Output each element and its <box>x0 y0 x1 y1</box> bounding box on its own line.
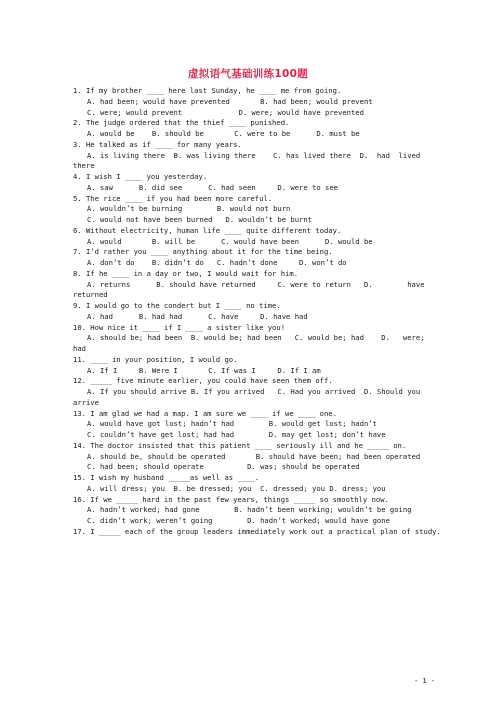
question-line: 15. I wish my husband _____as well as ____. <box>73 473 260 482</box>
options-line: A. returns B. should have returned C. were to return D. have <box>87 279 425 289</box>
options-line: A. had been; would have prevented B. had been; would prevent <box>87 96 373 106</box>
options-line: C. would not have been burned D. wouldn’t be burnt <box>87 215 313 224</box>
question-line: returned <box>73 290 108 300</box>
options-line: A. should be, should be operated B. should have been; had been operated <box>87 451 421 461</box>
options-line: A. If you should arrive B. If you arrived C. Had you arrived D. Should you <box>87 387 421 396</box>
options-line: A. will dress; you B. be dressed; you C. dressed; you D. dress; you <box>87 483 386 493</box>
options-line: A. If I B. Were I C. If was I D. If I am <box>87 365 321 375</box>
question-line: 17. I _____ each of the group leaders immediately work out a practical plan of study. <box>73 526 441 536</box>
question-line: there <box>73 161 95 171</box>
options-line: C. couldn’t have get lost; had had D. may get lost; don’t have <box>87 430 386 439</box>
question-line: 11. ____ in your position, I would go. <box>73 354 238 364</box>
options-line: A. wouldn’t be burning B. would not burn <box>87 204 291 214</box>
options-line: A. hadn’t worked; had gone B. hadn’t been working; wouldn’t be going <box>87 505 412 515</box>
question-line: 8. If he ____ in a day or two, I would wait for him. <box>73 268 299 278</box>
question-list <box>73 86 441 538</box>
options-line: A. saw B. did see C. had seen D. were to see <box>87 182 338 192</box>
question-line: 3. He talked as if ____ for many years. <box>73 139 242 149</box>
question-line: 13. I am glad we had a map. I am sure we ____ if we ____ one. <box>73 408 337 418</box>
question-line: 12. _____ five minute earlier, you could have seen them off. <box>73 376 333 386</box>
question-line: had <box>73 344 86 353</box>
page-title: 虚拟语气基础训练100题 <box>187 68 309 80</box>
options-line: C. had been; should operate D. was; should be operated <box>87 462 360 472</box>
question-line: 5. The rice ____ if you had been more careful. <box>73 193 273 203</box>
options-line: A. is living there B. was living there C. has lived there D. had lived <box>87 150 421 160</box>
options-line: A. don’t do B. didn’t do C. hadn’t done D. won’t do <box>87 258 347 267</box>
options-line: A. would B. will be C. would have been D. would be <box>87 236 373 246</box>
options-line: C. were; would prevent D. were; would have prevented <box>87 107 364 117</box>
question-line: 16. If we _____ hard in the past few years, things _____ so smoothly now. <box>73 494 389 504</box>
options-line: A. would have got lost; hadn’t had B. would get lost; hadn’t <box>87 419 377 429</box>
question-line: 6. Without electricity, human life ____ quite different today. <box>73 225 342 235</box>
question-line: 9. I would go to the condert but I ____ no time. <box>73 301 281 310</box>
question-line: 1. If my brother ____ here last Sunday, he ____ me from going. <box>73 86 342 95</box>
question-line: 14. The doctor insisted that this patient ____ seriously ill and he _____ on. <box>73 440 407 450</box>
options-line: A. had B. had had C. have D. have had <box>87 311 308 321</box>
options-line: A. would be B. should be C. were to be D. must be <box>87 129 360 138</box>
question-line: 2. The judge ordered that the thief ____ punished. <box>73 118 290 128</box>
question-line: 4. I wish I ____ you yesterday. <box>73 172 208 181</box>
page-number: - 1 - <box>414 677 436 685</box>
question-line: arrive <box>73 397 99 407</box>
question-line: 10. How nice it ____ if I ____ a sister like you! <box>73 322 286 332</box>
options-line: C. didn’t work; weren’t going D. hadn’t worked; would have gone <box>87 516 390 525</box>
options-line: A. should be; had been B. would be; had been C. would be; had D. were; <box>87 333 425 343</box>
question-line: 7. I’d rather you ____ anything about it for the time being. <box>73 247 333 257</box>
